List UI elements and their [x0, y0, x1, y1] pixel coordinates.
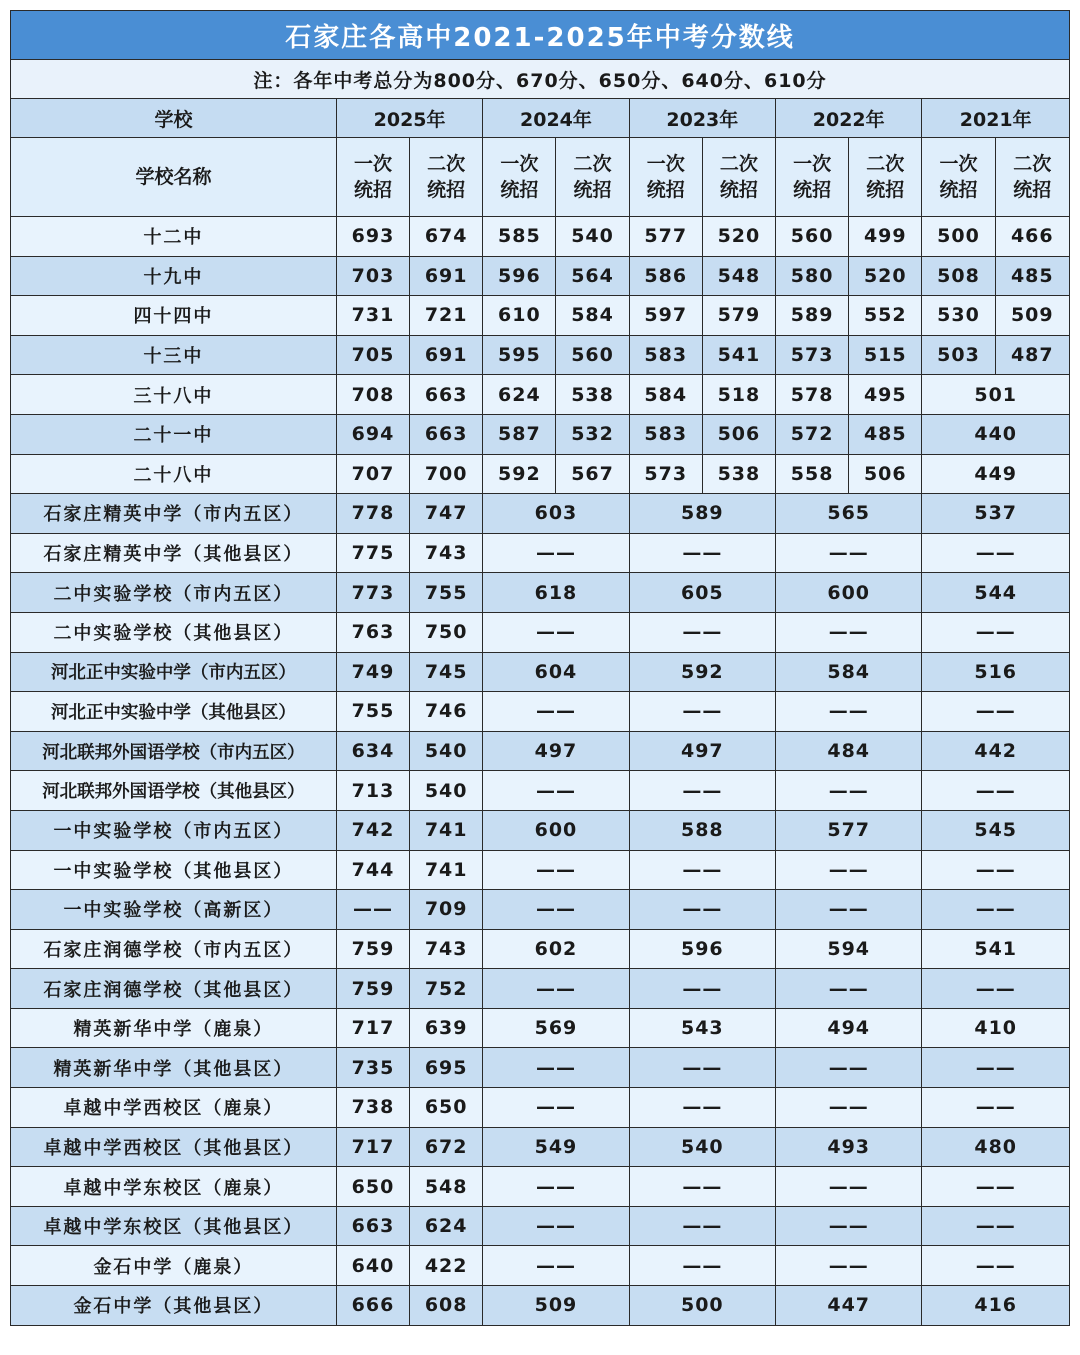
score-cell: 708 [336, 375, 409, 415]
round-header-line: 一次 [793, 153, 832, 175]
round-header-line: 一次 [939, 153, 978, 175]
score-cell: 759 [336, 969, 409, 1009]
table-row [11, 890, 1070, 930]
score-cell: 577 [629, 217, 702, 257]
score-cell: 560 [556, 335, 629, 375]
score-cell: 500 [922, 217, 995, 257]
score-cell: 497 [483, 731, 629, 771]
score-cell: —— [922, 1206, 1070, 1246]
score-cell: —— [776, 1206, 922, 1246]
score-cell: 572 [776, 414, 849, 454]
score-cell: 746 [410, 692, 483, 732]
year-header-2025: 2025年 [336, 99, 482, 138]
table-body [11, 11, 1070, 1326]
score-cell: 589 [776, 296, 849, 336]
score-cell: 596 [629, 929, 775, 969]
score-cell: 493 [776, 1127, 922, 1167]
round-header-line: 统招 [500, 179, 539, 201]
score-cell: —— [922, 890, 1070, 930]
score-cell: 589 [629, 494, 775, 534]
table-row [11, 1286, 1070, 1326]
score-cell: —— [483, 850, 629, 890]
score-cell: 752 [410, 969, 483, 1009]
school-name-cell: 一中实验学校（高新区） [11, 890, 337, 930]
score-cell: —— [483, 1246, 629, 1286]
score-cell: 442 [922, 731, 1070, 771]
score-cell: —— [629, 1167, 775, 1207]
round-header-line: 统招 [793, 179, 832, 201]
score-cell: 759 [336, 929, 409, 969]
score-cell: 694 [336, 414, 409, 454]
score-cell: —— [483, 1048, 629, 1088]
score-cell: 721 [410, 296, 483, 336]
school-name-cell: 石家庄精英中学（市内五区） [11, 494, 337, 534]
score-cell: 541 [702, 335, 775, 375]
score-cell: 540 [410, 771, 483, 811]
score-cell: 480 [922, 1127, 1070, 1167]
score-cell: 738 [336, 1088, 409, 1128]
score-cell: 608 [410, 1286, 483, 1326]
score-cell: 709 [410, 890, 483, 930]
table-row [11, 1088, 1070, 1128]
score-cell: 750 [410, 612, 483, 652]
score-cell: 743 [410, 929, 483, 969]
score-cell: —— [483, 612, 629, 652]
table-row [11, 375, 1070, 415]
score-cell: 494 [776, 1008, 922, 1048]
table-row [11, 771, 1070, 811]
school-column-header: 学校 [11, 99, 337, 138]
school-name-cell: 河北联邦外国语学校（其他县区） [11, 771, 337, 811]
score-cell: 541 [922, 929, 1070, 969]
score-cell: —— [629, 692, 775, 732]
score-cell: —— [629, 533, 775, 573]
round-header-line: 统招 [719, 179, 758, 201]
score-cell: 731 [336, 296, 409, 336]
score-cell: 548 [702, 256, 775, 296]
score-cell: 506 [702, 414, 775, 454]
school-name-cell: 河北正中实验中学（市内五区） [11, 652, 337, 692]
table-row [11, 1048, 1070, 1088]
score-cell: 707 [336, 454, 409, 494]
school-name-cell: 二十八中 [11, 454, 337, 494]
round-header-line: 统招 [573, 179, 612, 201]
score-cell: 603 [483, 494, 629, 534]
score-cell: 508 [922, 256, 995, 296]
score-cell: —— [776, 1246, 922, 1286]
score-cell: 416 [922, 1286, 1070, 1326]
first-round-header-2 [629, 138, 702, 217]
score-cell: 500 [629, 1286, 775, 1326]
table-row [11, 929, 1070, 969]
table-row [11, 612, 1070, 652]
table-row [11, 296, 1070, 336]
first-round-header-3 [776, 138, 849, 217]
score-cell: 538 [702, 454, 775, 494]
score-cell: —— [483, 1206, 629, 1246]
score-cell: 506 [849, 454, 922, 494]
score-cell: 499 [849, 217, 922, 257]
score-cell: 650 [336, 1167, 409, 1207]
round-header-line: 一次 [353, 153, 392, 175]
round-header-line: 二次 [1013, 153, 1052, 175]
score-cell: 775 [336, 533, 409, 573]
score-cell: 516 [922, 652, 1070, 692]
score-cell: 755 [336, 692, 409, 732]
second-round-header-3 [849, 138, 922, 217]
table-title: 石家庄各高中2021-2025年中考分数线 [11, 11, 1070, 60]
school-name-cell: 十二中 [11, 217, 337, 257]
score-cell: 742 [336, 810, 409, 850]
score-cell: 584 [629, 375, 702, 415]
table-row [11, 1127, 1070, 1167]
score-cell: 565 [776, 494, 922, 534]
school-name-cell: 卓越中学东校区（其他县区） [11, 1206, 337, 1246]
score-cell: —— [922, 969, 1070, 1009]
score-cell: 735 [336, 1048, 409, 1088]
score-cell: 744 [336, 850, 409, 890]
score-cell: 604 [483, 652, 629, 692]
score-cell: 693 [336, 217, 409, 257]
score-cell: 624 [483, 375, 556, 415]
score-cell: 747 [410, 494, 483, 534]
score-cell: 624 [410, 1206, 483, 1246]
score-cell: 485 [995, 256, 1069, 296]
round-header-row [11, 138, 1070, 217]
table-row [11, 454, 1070, 494]
school-name-cell: 卓越中学西校区（其他县区） [11, 1127, 337, 1167]
school-name-cell: 河北正中实验中学（其他县区） [11, 692, 337, 732]
score-cell: —— [922, 692, 1070, 732]
score-cell: 530 [922, 296, 995, 336]
score-cell: 650 [410, 1088, 483, 1128]
score-cell: —— [776, 612, 922, 652]
score-cell: 447 [776, 1286, 922, 1326]
score-table [10, 10, 1070, 1326]
score-cell: —— [776, 771, 922, 811]
score-cell: 705 [336, 335, 409, 375]
score-cell: 583 [629, 414, 702, 454]
score-cell: —— [922, 1167, 1070, 1207]
score-cell: 540 [629, 1127, 775, 1167]
score-cell: 545 [922, 810, 1070, 850]
score-cell: 717 [336, 1127, 409, 1167]
round-header-line: 统招 [427, 179, 466, 201]
score-cell: —— [629, 850, 775, 890]
score-cell: —— [776, 1088, 922, 1128]
score-cell: 518 [702, 375, 775, 415]
score-cell: 674 [410, 217, 483, 257]
first-round-header-0 [336, 138, 409, 217]
score-cell: 548 [410, 1167, 483, 1207]
school-name-cell: 金石中学（其他县区） [11, 1286, 337, 1326]
school-name-cell: 一中实验学校（市内五区） [11, 810, 337, 850]
score-cell: 532 [556, 414, 629, 454]
score-cell: 691 [410, 335, 483, 375]
score-cell: 503 [922, 335, 995, 375]
score-cell: 639 [410, 1008, 483, 1048]
score-cell: 558 [776, 454, 849, 494]
score-cell: —— [629, 969, 775, 1009]
score-cell: 741 [410, 850, 483, 890]
second-round-header-1 [556, 138, 629, 217]
score-cell: 540 [410, 731, 483, 771]
score-cell: 672 [410, 1127, 483, 1167]
school-name-cell: 河北联邦外国语学校（市内五区） [11, 731, 337, 771]
score-cell: —— [922, 1088, 1070, 1128]
score-cell: 540 [556, 217, 629, 257]
table-row [11, 217, 1070, 257]
score-cell: 584 [556, 296, 629, 336]
score-cell: —— [922, 850, 1070, 890]
table-row [11, 533, 1070, 573]
score-cell: 634 [336, 731, 409, 771]
second-round-header-4 [995, 138, 1069, 217]
score-cell: 501 [922, 375, 1070, 415]
score-cell: —— [483, 969, 629, 1009]
round-header-line: 二次 [866, 153, 905, 175]
score-cell: 597 [629, 296, 702, 336]
score-cell: 515 [849, 335, 922, 375]
school-name-cell: 金石中学（鹿泉） [11, 1246, 337, 1286]
score-cell: —— [483, 890, 629, 930]
score-cell: —— [483, 771, 629, 811]
school-name-cell: 十三中 [11, 335, 337, 375]
score-cell: —— [629, 771, 775, 811]
score-cell: 544 [922, 573, 1070, 613]
round-header-line: 统招 [1013, 179, 1052, 201]
score-cell: 588 [629, 810, 775, 850]
score-cell: —— [629, 1088, 775, 1128]
score-cell: 520 [702, 217, 775, 257]
round-header-line: 统招 [646, 179, 685, 201]
table-row [11, 850, 1070, 890]
school-name-cell: 十九中 [11, 256, 337, 296]
score-cell: 741 [410, 810, 483, 850]
table-row [11, 692, 1070, 732]
score-cell: 695 [410, 1048, 483, 1088]
score-cell: 422 [410, 1246, 483, 1286]
score-cell: 584 [776, 652, 922, 692]
round-header-line: 统招 [353, 179, 392, 201]
score-cell: 666 [336, 1286, 409, 1326]
table-row [11, 1246, 1070, 1286]
table-row [11, 256, 1070, 296]
school-name-cell: 三十八中 [11, 375, 337, 415]
second-round-header-0 [410, 138, 483, 217]
score-cell: 537 [922, 494, 1070, 534]
score-cell: 549 [483, 1127, 629, 1167]
score-cell: 583 [629, 335, 702, 375]
score-cell: 577 [776, 810, 922, 850]
score-cell: 592 [629, 652, 775, 692]
table-row [11, 652, 1070, 692]
score-cell: —— [776, 890, 922, 930]
score-cell: —— [776, 533, 922, 573]
score-cell: 743 [410, 533, 483, 573]
year-header-2022: 2022年 [776, 99, 922, 138]
school-name-header: 学校名称 [11, 138, 337, 217]
score-cell: 773 [336, 573, 409, 613]
score-cell: 691 [410, 256, 483, 296]
school-name-cell: 石家庄精英中学（其他县区） [11, 533, 337, 573]
score-cell: —— [483, 692, 629, 732]
score-cell: —— [776, 692, 922, 732]
score-cell: 595 [483, 335, 556, 375]
score-cell: —— [629, 1206, 775, 1246]
score-cell: 484 [776, 731, 922, 771]
score-cell: 663 [410, 414, 483, 454]
table-row [11, 414, 1070, 454]
table-row [11, 731, 1070, 771]
score-cell: 495 [849, 375, 922, 415]
score-cell: 703 [336, 256, 409, 296]
score-cell: 600 [776, 573, 922, 613]
score-cell: 509 [483, 1286, 629, 1326]
first-round-header-1 [483, 138, 556, 217]
school-name-cell: 二中实验学校（市内五区） [11, 573, 337, 613]
score-cell: 573 [776, 335, 849, 375]
year-header-row [11, 99, 1070, 138]
score-cell: 749 [336, 652, 409, 692]
score-cell: —— [483, 533, 629, 573]
school-name-cell: 石家庄润德学校（其他县区） [11, 969, 337, 1009]
score-cell: —— [776, 850, 922, 890]
score-cell: —— [922, 1246, 1070, 1286]
score-cell: —— [776, 969, 922, 1009]
school-name-cell: 石家庄润德学校（市内五区） [11, 929, 337, 969]
round-header-line: 二次 [427, 153, 466, 175]
score-cell: 579 [702, 296, 775, 336]
table-row [11, 969, 1070, 1009]
round-header-line: 一次 [500, 153, 539, 175]
score-cell: 763 [336, 612, 409, 652]
score-cell: 578 [776, 375, 849, 415]
school-name-cell: 二中实验学校（其他县区） [11, 612, 337, 652]
table-row [11, 573, 1070, 613]
school-name-cell: 卓越中学西校区（鹿泉） [11, 1088, 337, 1128]
score-cell: 594 [776, 929, 922, 969]
score-cell: 596 [483, 256, 556, 296]
score-cell: 440 [922, 414, 1070, 454]
score-cell: 755 [410, 573, 483, 613]
score-cell: 640 [336, 1246, 409, 1286]
score-table-page [10, 10, 1070, 1345]
score-cell: 520 [849, 256, 922, 296]
score-cell: 538 [556, 375, 629, 415]
score-cell: 586 [629, 256, 702, 296]
score-cell: 745 [410, 652, 483, 692]
score-cell: 410 [922, 1008, 1070, 1048]
score-cell: 713 [336, 771, 409, 811]
score-cell: —— [629, 1246, 775, 1286]
score-cell: 587 [483, 414, 556, 454]
score-cell: 567 [556, 454, 629, 494]
score-cell: 778 [336, 494, 409, 534]
school-name-cell: 二十一中 [11, 414, 337, 454]
round-header-line: 二次 [719, 153, 758, 175]
school-name-cell: 精英新华中学（其他县区） [11, 1048, 337, 1088]
score-cell: —— [922, 533, 1070, 573]
school-name-cell: 卓越中学东校区（鹿泉） [11, 1167, 337, 1207]
round-header-line: 统招 [939, 179, 978, 201]
table-row [11, 1167, 1070, 1207]
score-cell: 543 [629, 1008, 775, 1048]
score-cell: 663 [410, 375, 483, 415]
year-header-2021: 2021年 [922, 99, 1070, 138]
score-cell: —— [922, 771, 1070, 811]
score-cell: 497 [629, 731, 775, 771]
score-cell: 602 [483, 929, 629, 969]
score-cell: 663 [336, 1206, 409, 1246]
score-cell: —— [629, 612, 775, 652]
score-cell: —— [922, 612, 1070, 652]
score-cell: —— [776, 1167, 922, 1207]
score-cell: —— [629, 1048, 775, 1088]
score-cell: 585 [483, 217, 556, 257]
score-cell: 552 [849, 296, 922, 336]
school-name-cell: 一中实验学校（其他县区） [11, 850, 337, 890]
table-row [11, 810, 1070, 850]
school-name-cell: 精英新华中学（鹿泉） [11, 1008, 337, 1048]
year-header-2024: 2024年 [483, 99, 629, 138]
score-cell: 509 [995, 296, 1069, 336]
score-cell: 605 [629, 573, 775, 613]
score-cell: 487 [995, 335, 1069, 375]
score-cell: 700 [410, 454, 483, 494]
table-row [11, 1008, 1070, 1048]
score-cell: —— [629, 890, 775, 930]
year-header-2023: 2023年 [629, 99, 775, 138]
score-cell: 449 [922, 454, 1070, 494]
score-cell: 560 [776, 217, 849, 257]
school-name-cell: 四十四中 [11, 296, 337, 336]
score-cell: 600 [483, 810, 629, 850]
table-row [11, 494, 1070, 534]
score-cell: 564 [556, 256, 629, 296]
score-cell: 580 [776, 256, 849, 296]
score-cell: 485 [849, 414, 922, 454]
score-cell: 618 [483, 573, 629, 613]
first-round-header-4 [922, 138, 995, 217]
table-row [11, 335, 1070, 375]
score-cell: 592 [483, 454, 556, 494]
score-cell: 569 [483, 1008, 629, 1048]
score-cell: —— [336, 890, 409, 930]
score-cell: 466 [995, 217, 1069, 257]
second-round-header-2 [702, 138, 775, 217]
round-header-line: 二次 [573, 153, 612, 175]
score-cell: —— [922, 1048, 1070, 1088]
score-cell: —— [483, 1167, 629, 1207]
table-row [11, 1206, 1070, 1246]
score-cell: 573 [629, 454, 702, 494]
score-cell: 610 [483, 296, 556, 336]
score-cell: 717 [336, 1008, 409, 1048]
score-cell: —— [483, 1088, 629, 1128]
score-cell: —— [776, 1048, 922, 1088]
round-header-line: 统招 [866, 179, 905, 201]
table-note: 注：各年中考总分为800分、670分、650分、640分、610分 [11, 60, 1070, 99]
round-header-line: 一次 [646, 153, 685, 175]
